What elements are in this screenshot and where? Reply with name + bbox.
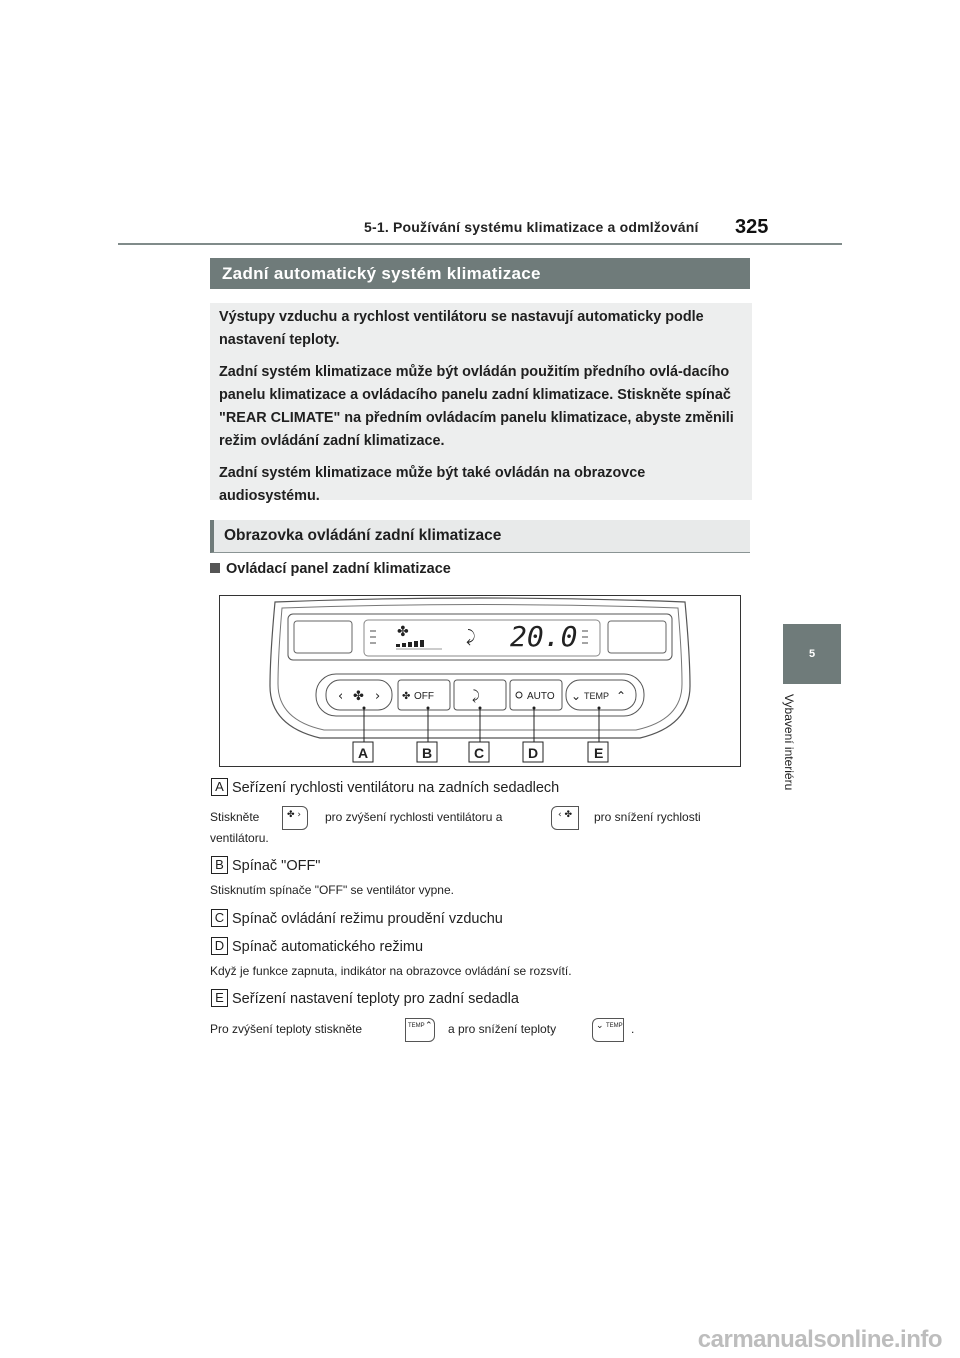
item-title-text: Spínač "OFF" bbox=[232, 858, 321, 874]
item-title-text: Spínač ovládání režimu proudění vzduchu bbox=[232, 911, 503, 927]
fan-increase-button-icon: ✤ › bbox=[282, 806, 308, 830]
svg-text:⌃: ⌃ bbox=[616, 689, 627, 703]
item-a-title bbox=[211, 778, 559, 796]
fan-decrease-button-icon: ‹ ✤ bbox=[551, 806, 579, 830]
info-paragraph: Zadní systém klimatizace může být ovládán použitím předního ovlá-dacího panelu klimatizace a ovládacího panelu zadní klimatizace. Stiskněte spínač "REAR CLIMATE" na předním ovládacím panelu klimatizace, abyste změnili režim ovládání zadní klimatizace. bbox=[219, 364, 734, 449]
item-b-desc: Stisknutím spínače "OFF" se ventilátor vypne. bbox=[210, 883, 454, 897]
sub-heading-text: Ovládací panel zadní klimatizace bbox=[226, 561, 451, 577]
control-panel-figure bbox=[219, 595, 741, 767]
header-rule bbox=[118, 243, 842, 245]
item-a-desc-2: pro zvýšení rychlosti ventilátoru a bbox=[325, 810, 503, 824]
info-paragraph: Zadní systém klimatizace může být také ovládán na obrazovce audiosystému. bbox=[219, 465, 646, 504]
item-a-desc-4: ventilátoru. bbox=[210, 831, 269, 845]
svg-text:⤸: ⤸ bbox=[466, 627, 476, 646]
item-a-desc-3: pro snížení rychlosti bbox=[594, 810, 701, 824]
temp-label: TEMP bbox=[408, 1023, 425, 1029]
temp-decrease-button-icon: ⌄ TEMP bbox=[592, 1018, 624, 1042]
item-b-title bbox=[211, 856, 320, 874]
svg-text:›: › bbox=[375, 689, 381, 704]
square-bullet-icon bbox=[210, 563, 220, 573]
callout-letter: B bbox=[211, 856, 228, 874]
section-heading-text: Zadní automatický systém klimatizace bbox=[222, 263, 541, 283]
svg-text:⌄: ⌄ bbox=[571, 689, 582, 703]
temp-increase-button-icon: TEMP ⌃ bbox=[405, 1018, 435, 1042]
svg-text:C: C bbox=[474, 745, 485, 761]
chapter-tab[interactable]: 5 bbox=[783, 624, 841, 684]
svg-text:‹: ‹ bbox=[338, 689, 344, 704]
svg-text:TEMP: TEMP bbox=[584, 691, 610, 701]
item-e-desc-1: Pro zvýšení teploty stiskněte bbox=[210, 1022, 363, 1036]
svg-text:✤: ✤ bbox=[402, 691, 411, 702]
callout-letter: D bbox=[211, 937, 228, 955]
temp-label: TEMP bbox=[606, 1023, 623, 1029]
item-e-title bbox=[211, 989, 519, 1007]
svg-text:✤: ✤ bbox=[397, 624, 409, 640]
svg-text:⤸: ⤸ bbox=[472, 689, 480, 704]
callout-letter: A bbox=[211, 778, 228, 796]
svg-text:B: B bbox=[422, 745, 433, 761]
info-paragraph: Výstupy vzduchu a rychlost ventilátoru se nastavují automaticky podle nastavení teploty. bbox=[219, 309, 704, 348]
page-number: 325 bbox=[735, 216, 769, 238]
item-title-text: Spínač automatického režimu bbox=[232, 939, 424, 955]
svg-text:D: D bbox=[528, 745, 539, 761]
svg-text:OFF: OFF bbox=[414, 691, 434, 702]
info-box bbox=[210, 303, 752, 504]
callout-letter: E bbox=[211, 989, 228, 1007]
callout-letter: C bbox=[211, 909, 228, 927]
sub-heading bbox=[210, 561, 451, 577]
svg-text:E: E bbox=[594, 745, 604, 761]
item-d-title bbox=[211, 937, 423, 955]
svg-text:✤: ✤ bbox=[353, 689, 364, 704]
item-title-text: Seřízení rychlosti ventilátoru na zadních sedadlech bbox=[232, 780, 560, 796]
svg-text:A: A bbox=[358, 745, 369, 761]
section-heading-rear-climate bbox=[210, 258, 750, 289]
display-temperature: 20.0 bbox=[510, 620, 578, 653]
svg-text:AUTO: AUTO bbox=[527, 691, 555, 702]
item-title-text: Seřízení nastavení teploty pro zadní sedadla bbox=[232, 991, 519, 1007]
chapter-label: Vybavení interiéru bbox=[782, 694, 796, 791]
item-d-desc: Když je funkce zapnuta, indikátor na obrazovce ovládání se rozsvítí. bbox=[210, 964, 572, 978]
item-c-title bbox=[211, 909, 503, 927]
control-panel-illustration bbox=[220, 596, 740, 766]
section-heading-control-screen bbox=[210, 520, 750, 553]
item-e-desc-3: . bbox=[631, 1022, 635, 1036]
header-title: 5-1. Používání systému klimatizace a odmlžování bbox=[364, 219, 699, 235]
watermark: carmanualsonline.info bbox=[697, 1326, 942, 1353]
section-heading-text: Obrazovka ovládání zadní klimatizace bbox=[224, 527, 502, 544]
item-e-desc-2: a pro snížení teploty bbox=[448, 1022, 557, 1036]
item-a-desc-1: Stiskněte bbox=[210, 810, 260, 824]
